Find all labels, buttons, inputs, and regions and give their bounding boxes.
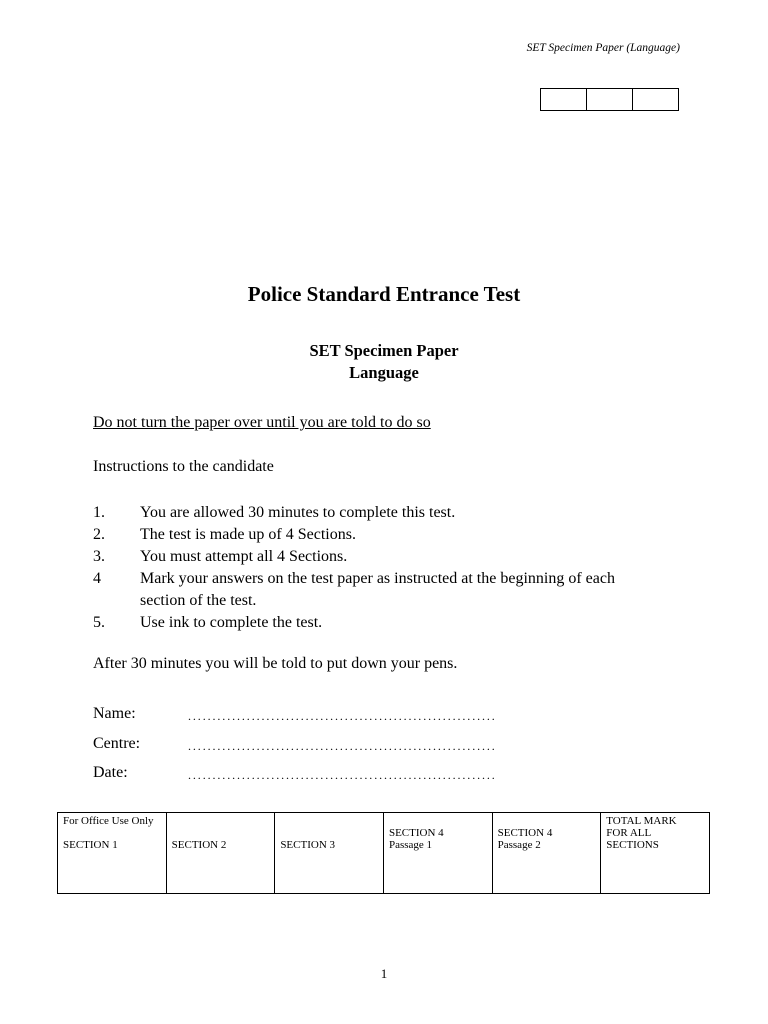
list-item-text: Mark your answers on the test paper as instructed at the beginning of each section of the test. xyxy=(140,570,615,609)
candidate-number-box[interactable] xyxy=(587,89,633,110)
time-note: After 30 minutes you will be told to put down your pens. xyxy=(93,655,458,672)
list-item-number: 3. xyxy=(93,548,105,565)
total-mark-line2: FOR ALL xyxy=(606,827,652,839)
section4-passage2-title: SECTION 4 xyxy=(497,827,553,839)
section2-cell xyxy=(166,813,275,894)
date-field[interactable]: ............................................................... xyxy=(188,768,497,782)
list-item xyxy=(93,568,660,612)
candidate-number-box[interactable] xyxy=(633,89,678,110)
total-mark-line3: SECTIONS xyxy=(606,839,659,851)
total-mark-cell xyxy=(601,813,710,894)
candidate-number-box[interactable] xyxy=(541,89,587,110)
list-item-text: You must attempt all 4 Sections. xyxy=(140,548,348,565)
date-field-row xyxy=(93,764,497,794)
name-label: Name: xyxy=(93,705,136,722)
section4-passage2-sub: Passage 2 xyxy=(497,839,541,851)
list-item-number: 1. xyxy=(93,504,105,521)
section4-passage1-cell xyxy=(383,813,492,894)
candidate-number-boxes xyxy=(540,88,679,111)
list-item-number: 2. xyxy=(93,526,105,543)
notice-text: Do not turn the paper over until you are told to do so xyxy=(93,414,431,431)
list-item-text: Use ink to complete the test. xyxy=(140,614,323,631)
list-item-number: 4 xyxy=(93,570,101,587)
section4-passage1-title: SECTION 4 xyxy=(388,827,444,839)
section4-passage2-cell xyxy=(492,813,601,894)
list-item-text: The test is made up of 4 Sections. xyxy=(140,526,356,543)
paper-subject: Language xyxy=(349,363,419,382)
running-header: SET Specimen Paper (Language) xyxy=(526,42,680,54)
page-number: 1 xyxy=(380,966,388,981)
section3-label: SECTION 3 xyxy=(280,839,336,851)
centre-field[interactable]: ............................................................... xyxy=(188,738,497,753)
section2-label: SECTION 2 xyxy=(171,839,227,851)
list-item-text: You are allowed 30 minutes to complete this test. xyxy=(140,504,456,521)
page-title: Police Standard Entrance Test xyxy=(247,282,521,306)
section1-cell xyxy=(58,813,167,894)
list-item-number: 5. xyxy=(93,614,105,631)
instructions-list xyxy=(93,502,660,634)
name-field[interactable]: ............................................................... xyxy=(188,709,497,723)
centre-field-row xyxy=(93,735,497,765)
date-label: Date: xyxy=(93,764,128,781)
office-use-label: For Office Use Only xyxy=(63,815,154,827)
centre-label: Centre: xyxy=(93,734,141,752)
instructions-heading: Instructions to the candidate xyxy=(93,458,274,475)
list-item xyxy=(93,524,660,546)
candidate-details xyxy=(93,705,497,794)
section4-passage1-sub: Passage 1 xyxy=(388,839,433,851)
section1-label: SECTION 1 xyxy=(63,839,118,851)
name-field-row xyxy=(93,705,497,735)
total-mark-line1: TOTAL MARK xyxy=(606,815,677,827)
paper-subtitle: SET Specimen Paper xyxy=(309,341,459,360)
list-item xyxy=(93,546,660,568)
list-item xyxy=(93,502,660,524)
office-use-table xyxy=(57,812,710,894)
section3-cell xyxy=(275,813,384,894)
list-item xyxy=(93,612,660,634)
